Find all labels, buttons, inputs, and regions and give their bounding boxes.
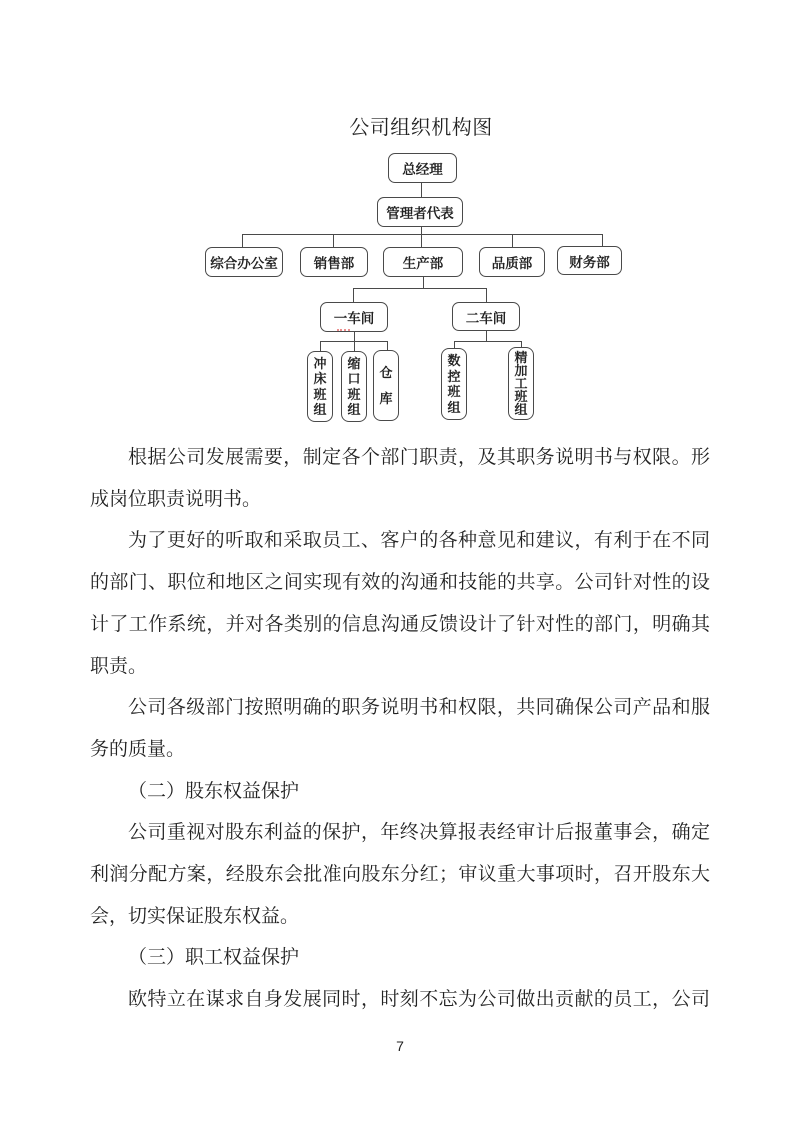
spellcheck-underline — [337, 328, 350, 331]
connector-line — [353, 288, 354, 302]
connector-line — [512, 234, 513, 247]
body-text-line: 公司各级部门按照明确的职务说明书和权限，共同确保公司产品和服 — [128, 697, 710, 719]
body-text-line: 的部门、职位和地区之间实现有效的沟通和技能的共享。公司针对性的设 — [90, 572, 710, 594]
org-node-label: 总经理 — [402, 162, 443, 177]
body-text-line: 成岗位职责说明书。 — [90, 488, 262, 510]
connector-line — [421, 234, 422, 247]
org-node-general-office — [205, 247, 283, 277]
body-text-line: 利润分配方案，经股东会批准向股东分红；审议重大事项时，召开股东大 — [90, 864, 710, 886]
org-node-label: 缩 口 班 组 — [347, 356, 361, 417]
connector-line — [353, 288, 486, 289]
org-node-punch-team — [307, 351, 333, 422]
connector-line — [486, 288, 487, 302]
org-node-label: 仓 库 — [379, 365, 393, 406]
org-node-necking-team — [341, 351, 367, 422]
connector-line — [242, 234, 243, 247]
org-node-label: 销售部 — [313, 256, 355, 271]
org-node-label: 数 控 班 组 — [447, 353, 461, 415]
org-node-cnc-team — [441, 348, 467, 420]
body-text-line: 会，切实保证股东权益。 — [90, 905, 300, 927]
connector-line — [354, 341, 355, 351]
body-text-line: 根据公司发展需要，制定各个部门职责，及其职务说明书与权限。形 — [128, 447, 710, 468]
body-text-line: 计了工作系统，并对各类别的信息沟通反馈设计了针对性的部门，明确其 — [90, 613, 710, 635]
body-text-heading: （三）职工权益保护 — [128, 947, 300, 969]
connector-line — [242, 234, 602, 235]
body-text-heading: （二）股东权益保护 — [128, 780, 300, 802]
org-node-quality-dept — [479, 247, 545, 277]
org-node-ceo — [388, 153, 457, 183]
body-text-line: 务的质量。 — [90, 738, 186, 760]
org-node-label: 品质部 — [491, 256, 533, 271]
org-node-sales-dept — [300, 247, 368, 277]
org-node-management-rep — [377, 197, 463, 227]
body-text-line: 公司重视对股东利益的保护，年终决算报表经审计后报董事会，确定 — [128, 822, 710, 844]
page-number: 7 — [396, 1038, 404, 1054]
connector-line — [354, 332, 355, 341]
org-node-label: 二车间 — [465, 310, 507, 326]
org-node-label: 管理者代表 — [386, 206, 454, 221]
org-node-workshop-2 — [452, 302, 520, 331]
org-node-production-dept — [383, 247, 463, 277]
org-node-label: 财务部 — [569, 254, 610, 270]
org-node-label: 冲 床 班 组 — [313, 356, 327, 417]
org-node-label: 生产部 — [402, 256, 444, 271]
org-node-finishing-team — [508, 347, 534, 420]
org-node-label: 综合办公室 — [210, 256, 278, 271]
org-node-label: 一车间 — [334, 307, 375, 327]
connector-line — [486, 331, 487, 341]
org-node-finance-dept — [557, 246, 622, 275]
connector-line — [333, 234, 334, 247]
org-node-warehouse — [373, 350, 399, 421]
connector-line — [421, 183, 422, 197]
body-text-line: 职责。 — [90, 655, 148, 677]
body-text — [90, 437, 710, 1021]
body-text-line: 欧特立在谋求自身发展同时，时刻不忘为公司做出贡献的员工，公司 — [128, 989, 710, 1011]
org-chart-title: 公司组织机构图 — [349, 117, 493, 139]
connector-line — [454, 341, 521, 342]
connector-line — [423, 277, 424, 288]
org-node-label: 精 加 工 班 组 — [514, 350, 528, 417]
org-node-workshop-1 — [320, 302, 388, 332]
connector-line — [320, 341, 321, 351]
body-text-line: 为了更好的听取和采取员工、客户的各种意见和建议，有利于在不同 — [128, 530, 710, 552]
